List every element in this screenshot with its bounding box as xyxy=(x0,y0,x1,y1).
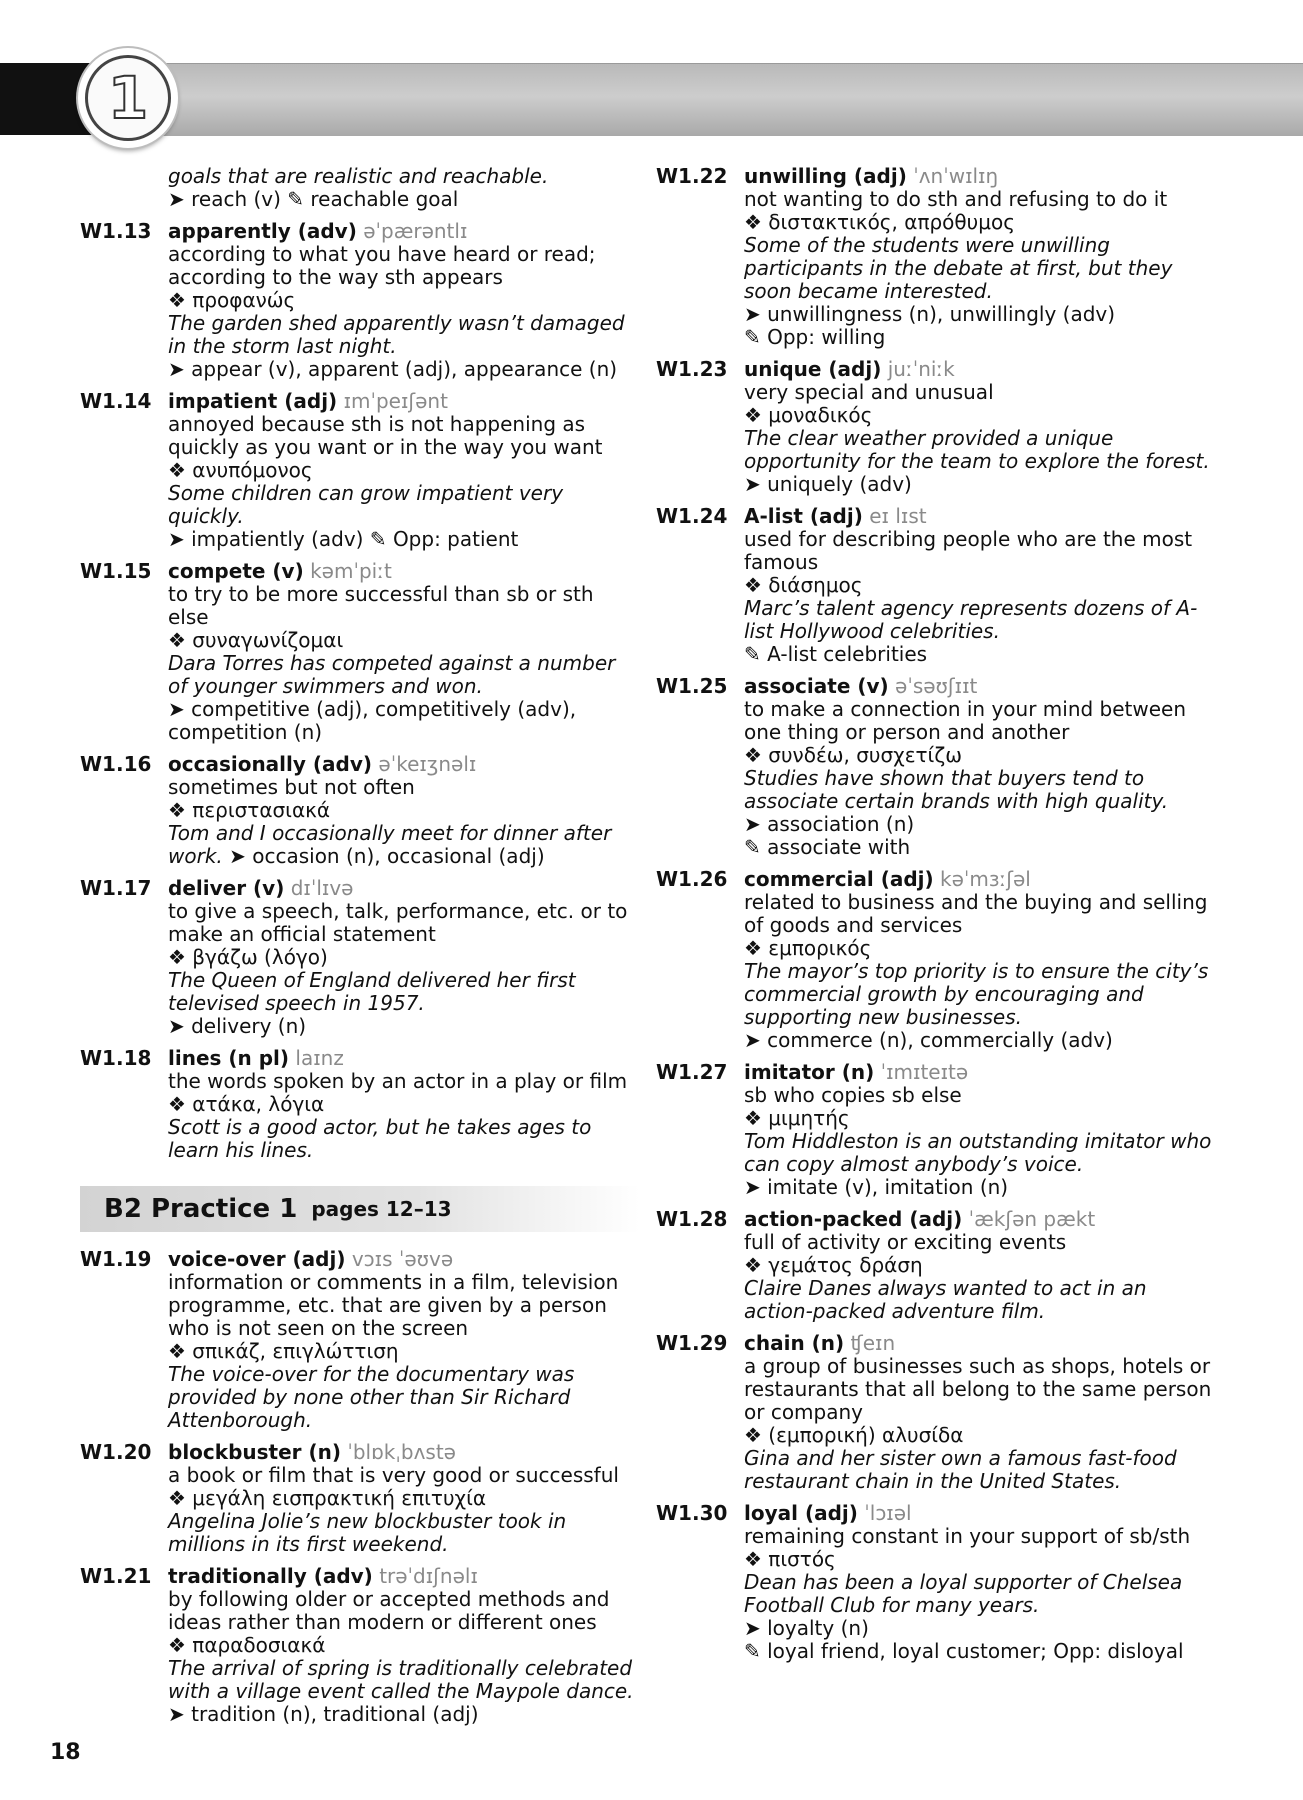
entry-code: W1.24 xyxy=(656,504,728,528)
vocab-entry xyxy=(656,358,1216,496)
entry-line: ❖ γεμάτος δράση xyxy=(744,1253,923,1277)
entry-line: a book or film that is very good or successful xyxy=(168,1463,619,1487)
example-line xyxy=(744,1277,1216,1323)
entry-line: ❖ ανυπόμονος xyxy=(168,458,313,482)
right-column xyxy=(656,165,1216,1672)
entry-line: full of activity or exciting events xyxy=(744,1230,1067,1254)
entry-body xyxy=(168,1248,640,1432)
vocab-entry xyxy=(656,675,1216,859)
entry-head xyxy=(168,1248,640,1271)
example-sentence: Angelina Jolie’s new blockbuster took in millions in its first weekend. xyxy=(168,1509,567,1556)
entry-list xyxy=(80,220,640,1162)
entry-body xyxy=(168,1047,640,1162)
entry-body xyxy=(744,675,1216,859)
pronunciation: ˈlɔɪəl xyxy=(864,1501,912,1525)
entry-line: ➤ appear (v), apparent (adj), appearance (n) xyxy=(168,357,618,381)
entry-head xyxy=(168,877,640,900)
vocab-entry xyxy=(656,505,1216,666)
entry-line: ❖ μιμητής xyxy=(744,1106,850,1130)
example-line xyxy=(744,234,1216,303)
vocab-entry xyxy=(80,1565,640,1726)
headword: unwilling (adj) xyxy=(744,164,907,188)
entry-line: used for describing people who are the most famous xyxy=(744,527,1193,574)
vocab-entry xyxy=(656,1502,1216,1663)
entry-body xyxy=(168,220,640,381)
headword: A-list (adj) xyxy=(744,504,863,528)
chapter-header-band xyxy=(150,63,1303,136)
example-line xyxy=(168,969,640,1015)
vocab-entry xyxy=(656,165,1216,349)
entry-body xyxy=(168,753,640,868)
chapter-number: 1 xyxy=(85,55,171,141)
headword: chain (n) xyxy=(744,1331,845,1355)
entry-head xyxy=(168,560,640,583)
section-title: B2 Practice 1 xyxy=(104,1194,298,1224)
entry-body xyxy=(744,165,1216,349)
entry-head xyxy=(168,1047,640,1070)
example-line xyxy=(168,1116,640,1162)
pronunciation: trəˈdɪʃnəlɪ xyxy=(379,1564,478,1588)
entry-body xyxy=(168,560,640,744)
entry-code: W1.17 xyxy=(80,876,152,900)
headword: traditionally (adv) xyxy=(168,1564,373,1588)
example-sentence: Dara Torres has competed against a number of younger swimmers and won. xyxy=(168,651,616,698)
entry-line: ➤ uniquely (adv) xyxy=(744,472,912,496)
entry-line: ❖ διστακτικός, απρόθυμος xyxy=(744,210,1015,234)
example-sentence: Tom and I occasionally meet for dinner after work. xyxy=(168,821,612,868)
headword: compete (v) xyxy=(168,559,304,583)
example-line xyxy=(744,960,1216,1029)
entry-head xyxy=(744,868,1216,891)
pronunciation: əˈpærəntlɪ xyxy=(363,219,468,243)
headword: commercial (adj) xyxy=(744,867,934,891)
entry-body xyxy=(744,1332,1216,1493)
pronunciation: dɪˈlɪvə xyxy=(290,876,354,900)
headword: lines (n pl) xyxy=(168,1046,290,1070)
entry-head xyxy=(168,753,640,776)
headword: associate (v) xyxy=(744,674,889,698)
entry-line: according to what you have heard or read; according to the way sth appears xyxy=(168,242,596,289)
entry-line: ❖ σπικάζ, επιγλώττιση xyxy=(168,1339,399,1363)
pronunciation: ˈækʃən pækt xyxy=(968,1207,1096,1231)
entry-code: W1.23 xyxy=(656,357,728,381)
entry-head xyxy=(744,505,1216,528)
example-line xyxy=(168,822,640,868)
vocab-entry xyxy=(656,1061,1216,1199)
example-line xyxy=(744,767,1216,813)
example-sentence: Some of the students were unwilling participants in the debate at first, but they soon became interested. xyxy=(744,233,1173,303)
entry-list xyxy=(656,165,1216,1663)
headword: impatient (adj) xyxy=(168,389,338,413)
vocab-entry xyxy=(656,868,1216,1052)
example-sentence: The mayor’s top priority is to ensure the city’s commercial growth by encouraging and supporting new businesses. xyxy=(744,959,1209,1029)
vocab-entry xyxy=(656,1208,1216,1323)
entry-code: W1.30 xyxy=(656,1501,728,1525)
pronunciation: ɪmˈpeɪʃənt xyxy=(343,389,448,413)
vocab-entry xyxy=(80,1441,640,1556)
headword: unique (adj) xyxy=(744,357,882,381)
vocab-entry xyxy=(80,1248,640,1432)
entry-line: ❖ μεγάλη εισπρακτική επιτυχία xyxy=(168,1486,487,1510)
entry-line: ➤ delivery (n) xyxy=(168,1014,307,1038)
example-sentence: The voice-over for the documentary was provided by none other than Sir Richard Attenborough. xyxy=(168,1362,575,1432)
headword: apparently (adv) xyxy=(168,219,357,243)
pronunciation: ˈʌnˈwɪlɪŋ xyxy=(913,164,999,188)
entry-line: a group of businesses such as shops, hotels or restaurants that all belong to the same person or company xyxy=(744,1354,1212,1424)
entry-code: W1.18 xyxy=(80,1046,152,1070)
vocab-entry xyxy=(80,877,640,1038)
entry-code: W1.22 xyxy=(656,164,728,188)
entry-line: ✎ loyal friend, loyal customer; Opp: disloyal xyxy=(744,1639,1184,1663)
example-line xyxy=(168,1510,640,1556)
entry-code: W1.27 xyxy=(656,1060,728,1084)
example-sentence: goals that are realistic and reachable. xyxy=(168,164,549,188)
entry-code: W1.13 xyxy=(80,219,152,243)
entry-line: not wanting to do sth and refusing to do it xyxy=(744,187,1168,211)
entry-line: ❖ βγάζω (λόγο) xyxy=(168,945,328,969)
entry-head xyxy=(744,358,1216,381)
entry-code: W1.21 xyxy=(80,1564,152,1588)
entry-line: ➤ loyalty (n) xyxy=(744,1616,869,1640)
vocab-entry xyxy=(80,1047,640,1162)
entry-line: very special and unusual xyxy=(744,380,994,404)
entry-body xyxy=(744,1208,1216,1323)
entry-line: ❖ περιστασιακά xyxy=(168,798,331,822)
entry-line: related to business and the buying and selling of goods and services xyxy=(744,890,1208,937)
example-line xyxy=(744,597,1216,643)
entry-body xyxy=(168,877,640,1038)
example-line xyxy=(168,652,640,698)
example-sentence: Scott is a good actor, but he takes ages to learn his lines. xyxy=(168,1115,592,1162)
entry-list xyxy=(80,1248,640,1726)
left-column xyxy=(80,165,640,1735)
example-line xyxy=(744,427,1216,473)
pronunciation: ˈblɒkˌbʌstə xyxy=(347,1440,456,1464)
example-sentence: The clear weather provided a unique opportunity for the team to explore the forest. xyxy=(744,426,1210,473)
example-sentence: Claire Danes always wanted to act in an action-packed adventure film. xyxy=(744,1276,1147,1323)
example-line xyxy=(168,482,640,528)
headword: loyal (adj) xyxy=(744,1501,858,1525)
entry-body xyxy=(168,390,640,551)
headword: deliver (v) xyxy=(168,876,285,900)
pronunciation: əˈkeɪʒnəlɪ xyxy=(378,752,477,776)
example-sentence: The arrival of spring is traditionally celebrated with a village event called the Maypole dance. xyxy=(168,1656,634,1703)
entry-line: ❖ ατάκα, λόγια xyxy=(168,1092,325,1116)
entry-code: W1.14 xyxy=(80,389,152,413)
vocab-entry xyxy=(80,220,640,381)
pronunciation: ʧeɪn xyxy=(850,1331,896,1355)
vocab-entry xyxy=(656,1332,1216,1493)
entry-code: W1.29 xyxy=(656,1331,728,1355)
entry-code: W1.26 xyxy=(656,867,728,891)
entry-line: ❖ μοναδικός xyxy=(744,403,873,427)
headword: occasionally (adv) xyxy=(168,752,373,776)
entry-code: W1.28 xyxy=(656,1207,728,1231)
example-sentence: Some children can grow impatient very quickly. xyxy=(168,481,564,528)
pronunciation: eɪ lɪst xyxy=(869,504,927,528)
entry-head xyxy=(744,165,1216,188)
entry-line: ❖ συνδέω, συσχετίζω xyxy=(744,743,962,767)
headword: imitator (n) xyxy=(744,1060,875,1084)
entry-line: ❖ προφανώς xyxy=(168,288,296,312)
pronunciation: əˈsəʊʃɪɪt xyxy=(895,674,978,698)
entry-code: W1.20 xyxy=(80,1440,152,1464)
chapter-badge xyxy=(78,48,178,148)
entry-line: ❖ εμπορικός xyxy=(744,936,872,960)
pronunciation: laɪnz xyxy=(295,1046,344,1070)
pronunciation: vɔɪs ˈəʊvə xyxy=(351,1247,454,1271)
entry-line: ➤ competitive (adj), competitively (adv), competition (n) xyxy=(168,697,577,744)
entry-line: ➤ impatiently (adv) ✎ Opp: patient xyxy=(168,527,519,551)
pronunciation: ˈɪmɪteɪtə xyxy=(880,1060,969,1084)
entry-head xyxy=(744,1208,1216,1231)
entry-line: ➤ imitate (v), imitation (n) xyxy=(744,1175,1009,1199)
headword: action-packed (adj) xyxy=(744,1207,963,1231)
headword: voice-over (adj) xyxy=(168,1247,346,1271)
entry-line: information or comments in a film, television programme, etc. that are given by a person who is not seen on the screen xyxy=(168,1270,619,1340)
entry-line: the words spoken by an actor in a play or film xyxy=(168,1069,628,1093)
example-line xyxy=(168,312,640,358)
example-sentence: Gina and her sister own a famous fast-food restaurant chain in the United States. xyxy=(744,1446,1177,1493)
pronunciation: kəˈmɜːʃəl xyxy=(940,867,1031,891)
entry-body xyxy=(168,1565,640,1726)
entry-line: ➤ unwillingness (n), unwillingly (adv) xyxy=(744,302,1116,326)
example-sentence: Tom Hiddleston is an outstanding imitator who can copy almost anybody’s voice. xyxy=(744,1129,1212,1176)
headword: blockbuster (n) xyxy=(168,1440,341,1464)
entry-line: ✎ Opp: willing xyxy=(744,325,886,349)
entry-line: to give a speech, talk, performance, etc. or to make an official statement xyxy=(168,899,628,946)
entry-body xyxy=(744,1502,1216,1663)
entry-body xyxy=(744,868,1216,1052)
pronunciation: kəmˈpiːt xyxy=(310,559,392,583)
entry-code: W1.16 xyxy=(80,752,152,776)
example-sentence: Marc’s talent agency represents dozens of A-list Hollywood celebrities. xyxy=(744,596,1198,643)
entry-line: by following older or accepted methods and ideas rather than modern or different ones xyxy=(168,1587,610,1634)
example-line xyxy=(744,1130,1216,1176)
entry-code: W1.19 xyxy=(80,1247,152,1271)
example-line xyxy=(168,1657,640,1703)
vocab-entry xyxy=(80,560,640,744)
pronunciation: juːˈniːk xyxy=(887,357,955,381)
entry-head xyxy=(168,1565,640,1588)
entry-body xyxy=(168,1441,640,1556)
entry-head xyxy=(744,1502,1216,1525)
vocab-entry xyxy=(80,390,640,551)
entry-line: sb who copies sb else xyxy=(744,1083,962,1107)
entry-line: sometimes but not often xyxy=(168,775,415,799)
section-pages: pages 12–13 xyxy=(311,1197,452,1221)
entry-code: W1.15 xyxy=(80,559,152,583)
example-sentence: The Queen of England delivered her first televised speech in 1957. xyxy=(168,968,576,1015)
entry-body xyxy=(744,358,1216,496)
entry-body xyxy=(744,505,1216,666)
entry-line: to try to be more successful than sb or sth else xyxy=(168,582,594,629)
entry-code: W1.25 xyxy=(656,674,728,698)
entry-line: ✎ A-list celebrities xyxy=(744,642,928,666)
entry-line: ➤ commerce (n), commercially (adv) xyxy=(744,1028,1113,1052)
example-line xyxy=(744,1571,1216,1617)
entry-line: ➤ association (n) xyxy=(744,812,915,836)
entry-line: ❖ διάσημος xyxy=(744,573,863,597)
entry-line: ➤ tradition (n), traditional (adj) xyxy=(168,1702,479,1726)
page-number: 18 xyxy=(50,1740,81,1765)
continued-entry xyxy=(168,165,640,211)
entry-head xyxy=(744,675,1216,698)
entry-line: to make a connection in your mind between one thing or person and another xyxy=(744,697,1187,744)
entry-head xyxy=(744,1332,1216,1355)
entry-head xyxy=(744,1061,1216,1084)
example-sentence: The garden shed apparently wasn’t damaged in the storm last night. xyxy=(168,311,625,358)
related-words: ➤ occasion (n), occasional (adj) xyxy=(222,844,545,868)
section-heading xyxy=(80,1186,640,1232)
vocab-entry xyxy=(80,753,640,868)
related-words: ➤ reach (v) ✎ reachable goal xyxy=(168,187,459,211)
entry-head xyxy=(168,1441,640,1464)
entry-line: ❖ (εμπορική) αλυσίδα xyxy=(744,1423,964,1447)
entry-line: ❖ παραδοσιακά xyxy=(168,1633,326,1657)
example-line xyxy=(744,1447,1216,1493)
example-line xyxy=(168,1363,640,1432)
example-sentence: Dean has been a loyal supporter of Chelsea Football Club for many years. xyxy=(744,1570,1183,1617)
entry-line: ❖ συναγωνίζομαι xyxy=(168,628,344,652)
entry-body xyxy=(744,1061,1216,1199)
entry-head xyxy=(168,220,640,243)
entry-line: annoyed because sth is not happening as quickly as you want or in the way you want xyxy=(168,412,603,459)
example-sentence: Studies have shown that buyers tend to associate certain brands with high quality. xyxy=(744,766,1169,813)
entry-line: remaining constant in your support of sb/sth xyxy=(744,1524,1191,1548)
entry-line: ❖ πιστός xyxy=(744,1547,836,1571)
entry-head xyxy=(168,390,640,413)
entry-line: ✎ associate with xyxy=(744,835,911,859)
